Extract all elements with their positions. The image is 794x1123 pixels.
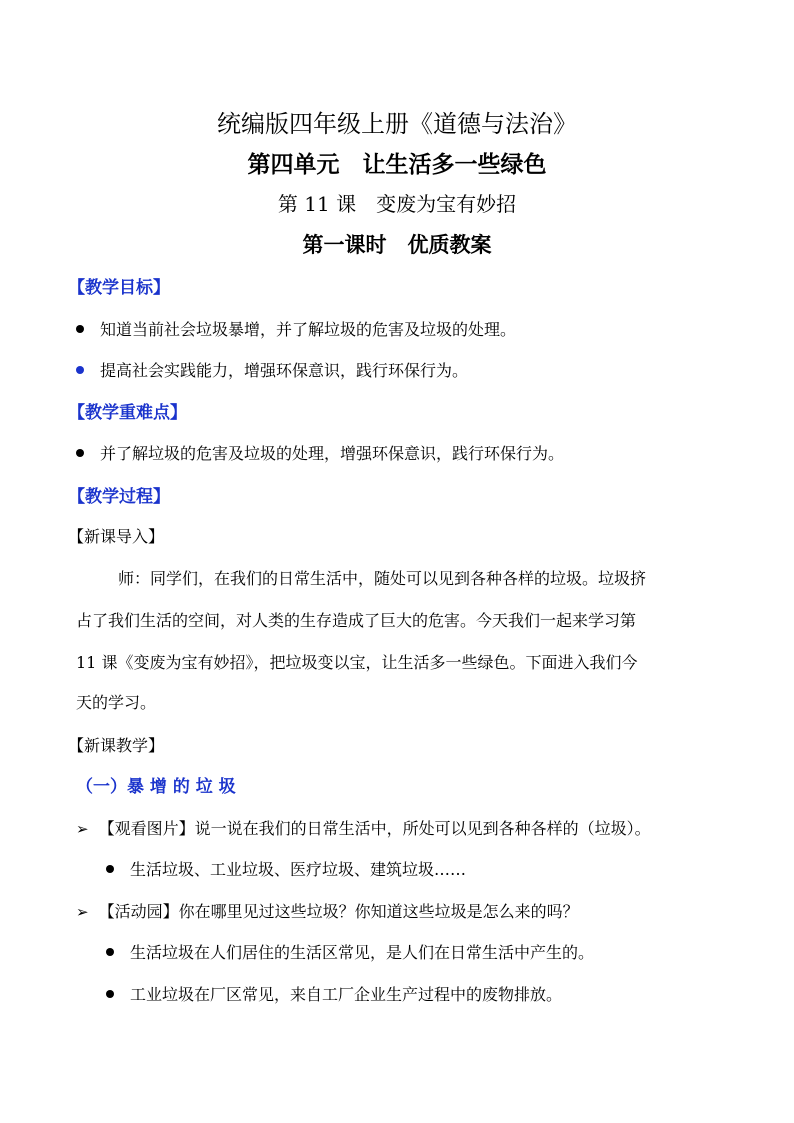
bullet-icon (76, 366, 84, 374)
goal-text-2: 提高社会实践能力，增强环保意识，践行环保行为。 (100, 361, 469, 380)
unit-title: 第四单元 让生活多一些绿色 (247, 152, 547, 178)
activity2-text: 【活动园】你在哪里见过这些垃圾？你知道这些垃圾是怎么来的吗？ (98, 902, 579, 921)
intro-line-1: 师：同学们，在我们的日常生活中，随处可以见到各种各样的垃圾。垃圾挤 (118, 569, 647, 588)
activity1 (76, 816, 651, 839)
activity2-bullet-text-2: 工业垃圾在厂区常见，来自工厂企业生产过程中的废物排放。 (130, 985, 563, 1004)
bullet-icon (76, 325, 84, 333)
activity2 (76, 899, 579, 922)
key-point-item-1 (76, 441, 564, 464)
activity1-text: 【观看图片】说一说在我们的日常生活中，所处可以见到各种各样的（垃圾）。 (98, 819, 651, 838)
activity1-bullet-text: 生活垃圾、工业垃圾、医疗垃圾、建筑垃圾…… (130, 860, 467, 879)
session-title: 第一课时 优质教案 (302, 232, 492, 257)
goal-item-1 (76, 317, 516, 340)
key-points-heading: 【教学重难点】 (68, 403, 187, 423)
key-point-text-1: 并了解垃圾的危害及垃圾的处理，增强环保意识，践行环保行为。 (100, 444, 565, 463)
intro-heading: 【新课导入】 (68, 527, 165, 546)
activity2-bullet-1 (106, 940, 594, 963)
activity2-bullet-2 (106, 982, 562, 1005)
lesson-title: 第 11 课 变废为宝有妙招 (277, 192, 517, 216)
teaching-heading: 【新课教学】 (68, 736, 165, 755)
bullet-icon (106, 865, 114, 873)
bullet-icon (106, 990, 114, 998)
arrow-bullet-icon: ➢ (76, 903, 89, 921)
goal-item-2 (76, 358, 468, 381)
arrow-bullet-icon: ➢ (76, 820, 89, 838)
activity1-bullet (106, 857, 466, 880)
document-title: 统编版四年级上册《道德与法治》 (217, 110, 577, 138)
activity2-bullet-text-1: 生活垃圾在人们居住的生活区常见，是人们在日常生活中产生的。 (130, 943, 595, 962)
intro-line-2: 占了我们生活的空间，对人类的生存造成了巨大的危害。今天我们一起来学习第 (76, 611, 637, 630)
goals-heading: 【教学目标】 (68, 278, 170, 298)
goal-text-1: 知道当前社会垃圾暴增，并了解垃圾的危害及垃圾的处理。 (100, 320, 517, 339)
part1-heading: （一）暴 增 的 垃 圾 (76, 777, 236, 797)
bullet-icon (106, 948, 114, 956)
intro-line-4: 天的学习。 (76, 693, 157, 712)
bullet-icon (76, 449, 84, 457)
process-heading: 【教学过程】 (68, 487, 170, 507)
intro-line-3: 11 课《变废为宝有妙招》，把垃圾变以宝，让生活多一些绿色。下面进入我们今 (76, 653, 638, 672)
